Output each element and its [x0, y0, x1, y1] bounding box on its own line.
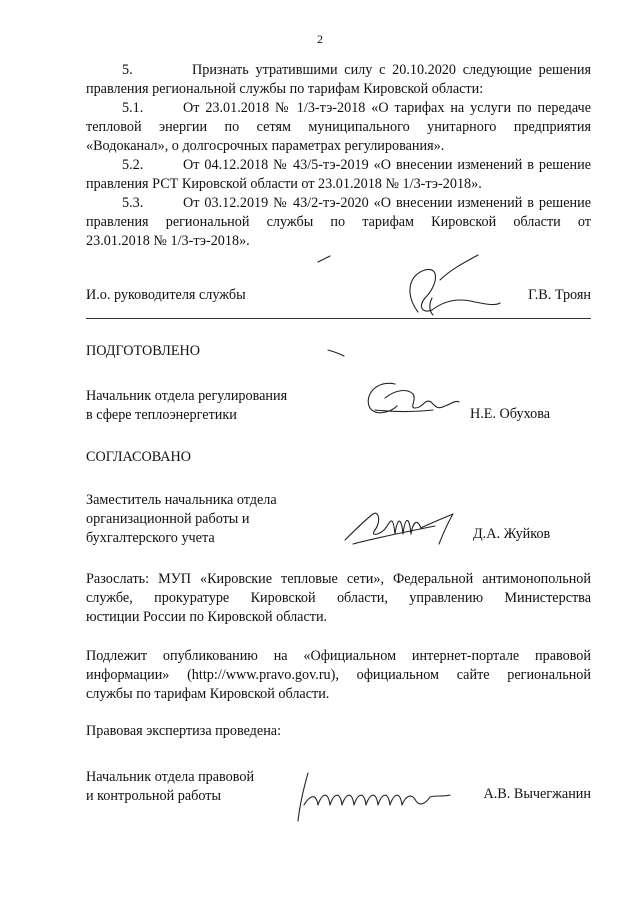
item-5-1-text: От 23.01.2018 № 1/3-тэ-2018 «О тарифах на услуги по передаче: [183, 100, 591, 116]
item-5-1-number: 5.1.: [122, 100, 144, 116]
agreed-signature: [335, 500, 470, 555]
signature-divider: [86, 318, 591, 319]
item-5-1-line-2: тепловой энергии по сетям муниципального унитарного предприятия: [86, 119, 591, 135]
prepared-position: [86, 387, 287, 425]
item-5-line-2: правления региональной службы по тарифам Кировской области:: [86, 81, 484, 97]
legal-review-name: А.В. Вычегжанин: [483, 786, 591, 802]
agreed-heading: СОГЛАСОВАНО: [86, 449, 192, 465]
agreed-position-line-2: организационной работы и: [86, 511, 250, 527]
legal-review-position-line-2: и контрольной работы: [86, 788, 221, 804]
page-number: 2: [317, 32, 323, 46]
item-5-2-number: 5.2.: [122, 157, 144, 173]
distribution-line-3: юстиции России по Кировской области.: [86, 609, 328, 625]
agreed-position-line-3: бухгалтерского учета: [86, 530, 215, 546]
item-5-2-text: От 04.12.2018 № 43/5-тэ-2019 «О внесении изменений в решение: [183, 157, 591, 173]
item-5-3-number: 5.3.: [122, 195, 144, 211]
item-5-1-line-3: «Водоканал», о долгосрочных параметрах регулирования».: [86, 138, 445, 154]
prepared-position-line-2: в сфере теплоэнергетики: [86, 407, 237, 423]
item-5-3-text: От 03.12.2019 № 43/2-тэ-2020 «О внесении изменений в решение: [183, 195, 591, 211]
legal-review-position-line-1: Начальник отдела правовой: [86, 769, 255, 785]
publication-line-3: службы по тарифам Кировской области.: [86, 686, 330, 702]
item-5-3-line-2: правления региональной службы по тарифам Кировской области от: [86, 214, 591, 230]
item-5-3-line-3: 23.01.2018 № 1/3-тэ-2018».: [86, 233, 250, 249]
head-position: И.о. руководителя службы: [86, 287, 246, 303]
item-5-1-line-1: [86, 99, 591, 118]
prepared-signature: [355, 370, 465, 425]
head-signature: [300, 240, 530, 360]
legal-review-text: Правовая экспертиза проведена:: [86, 723, 282, 739]
agreed-name: Д.А. Жуйков: [473, 526, 551, 542]
item-5-2-line-1: [86, 156, 591, 175]
legal-review-signature: [290, 765, 475, 835]
head-name: Г.В. Троян: [528, 287, 591, 303]
item-5-line-1: [86, 61, 591, 80]
agreed-position: [86, 491, 277, 548]
item-5-text: Признать утратившими силу с 20.10.2020 следующие решения: [192, 62, 591, 78]
prepared-position-line-1: Начальник отдела регулирования: [86, 388, 288, 404]
agreed-position-line-1: Заместитель начальника отдела: [86, 492, 277, 508]
legal-review-position: [86, 768, 254, 806]
distribution-line-1: Разослать: МУП «Кировские тепловые сети», Федеральной антимонопольной: [86, 571, 591, 587]
distribution-line-2: службе, прокуратуре Кировской области, управлению Министерства: [86, 590, 591, 606]
prepared-heading: ПОДГОТОВЛЕНО: [86, 343, 200, 359]
item-5-3-line-1: [86, 194, 591, 213]
publication-line-1: Подлежит опубликованию на «Официальном интернет-портале правовой: [86, 648, 591, 664]
item-5-2-line-2: правления РСТ Кировской области от 23.01.2018 № 1/3-тэ-2018».: [86, 176, 482, 192]
publication-line-2: информации» (http://www.pravo.gov.ru), официальном сайте региональной: [86, 667, 591, 683]
item-5-number: 5.: [122, 62, 133, 78]
prepared-name: Н.Е. Обухова: [470, 406, 551, 422]
